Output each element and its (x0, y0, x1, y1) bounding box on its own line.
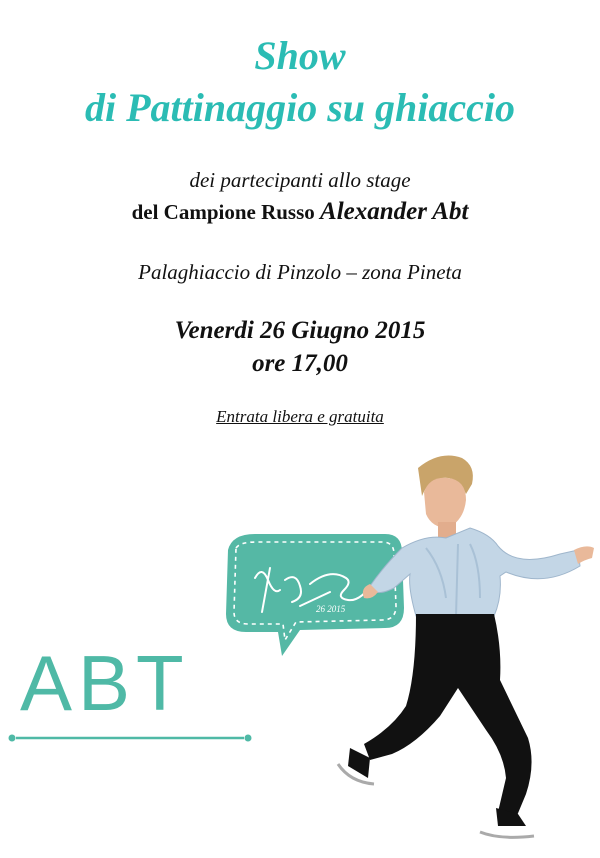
title-show: Show (254, 33, 346, 78)
entry-info (0, 407, 600, 427)
skater-photo (330, 448, 600, 848)
signature-date: 26 2015 (316, 604, 346, 614)
subtitle-participants: dei partecipanti allo stage (189, 168, 411, 192)
subtitle-champion (0, 198, 600, 226)
champion-name: Alexander Abt (320, 198, 469, 225)
venue: Palaghiaccio di Pinzolo – zona Pineta (138, 260, 462, 284)
subtitle-prefix: del Campione Russo (131, 200, 315, 224)
title-event: di Pattinaggio su ghiaccio (84, 85, 516, 130)
event-time: ore 17,00 (252, 350, 348, 377)
event-date: Venerdi 26 Giugno 2015 (174, 317, 426, 344)
logo-text: ABT (20, 639, 190, 727)
entry-text: Entrata libera e gratuita (216, 407, 384, 426)
